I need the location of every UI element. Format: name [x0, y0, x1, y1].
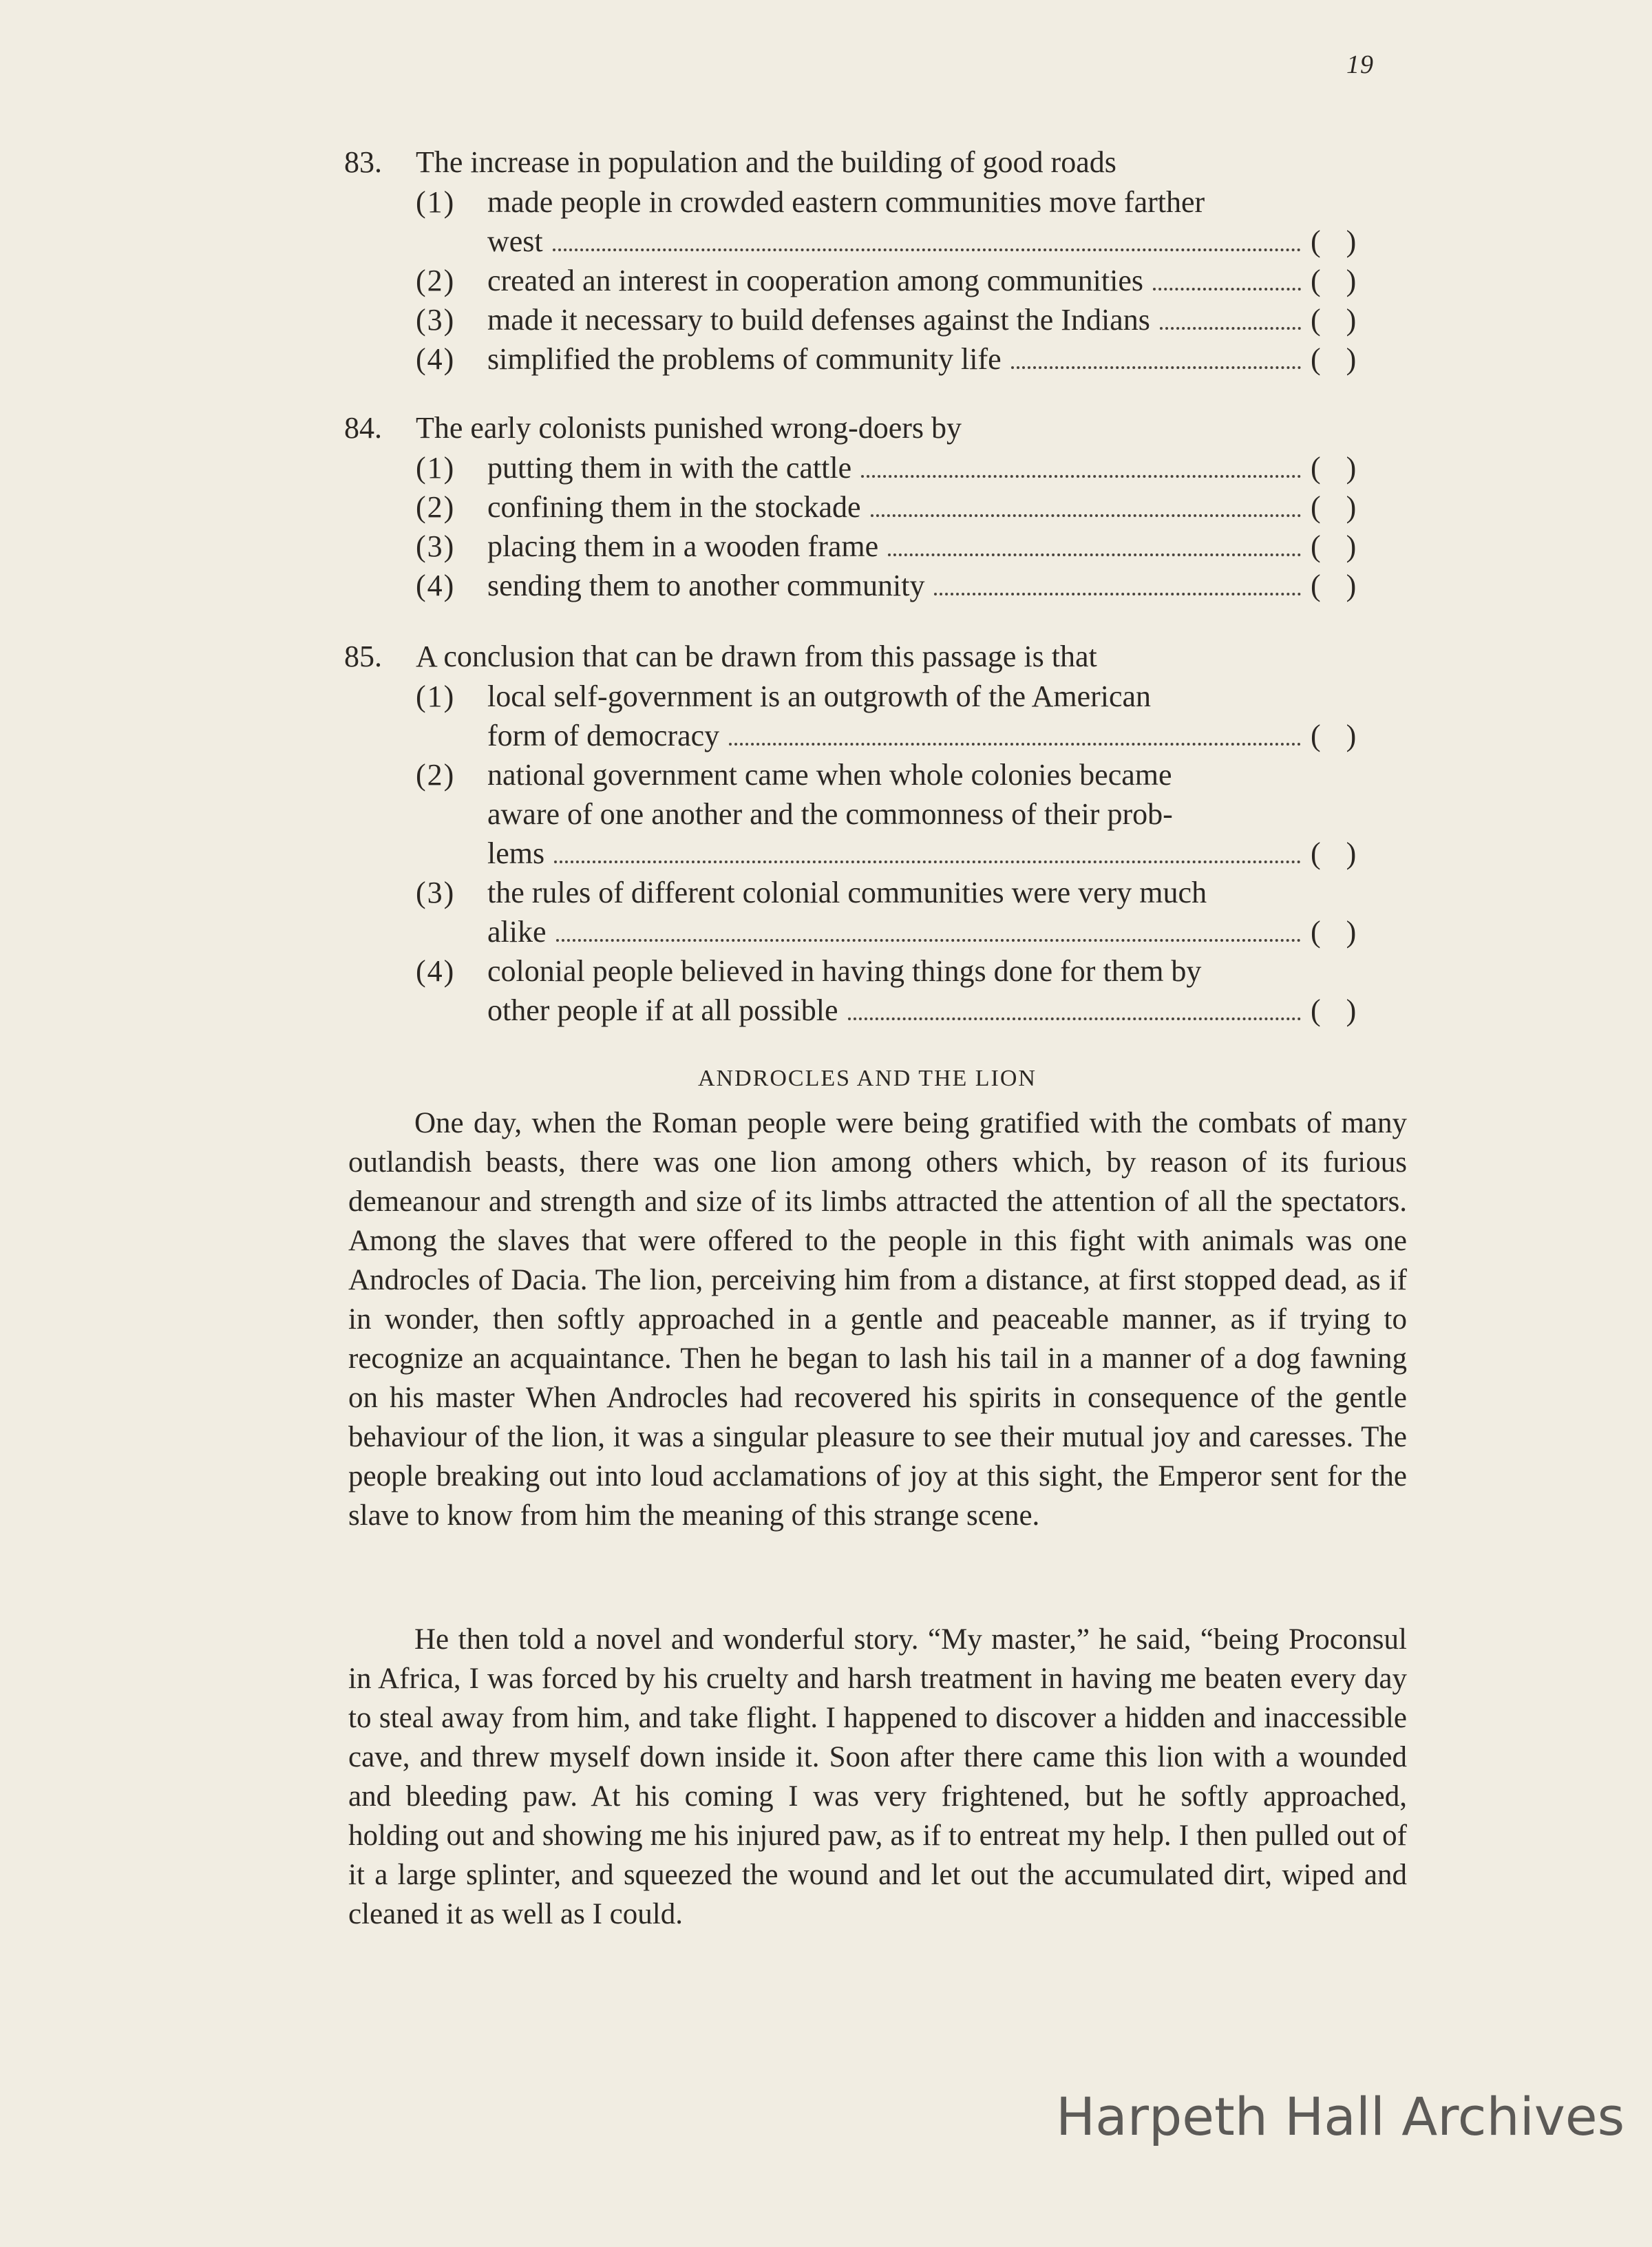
dot-leader	[934, 592, 1301, 595]
option-number: (4)	[416, 342, 456, 376]
dot-leader	[871, 514, 1301, 517]
dot-leader	[888, 553, 1301, 556]
answer-option[interactable]	[344, 184, 1390, 263]
question-number: 85.	[344, 640, 382, 673]
option-number: (3)	[416, 529, 456, 563]
option-text: other people if at all possible	[487, 993, 838, 1027]
option-number: (2)	[416, 490, 456, 524]
option-text: national government came when whole colonies became	[487, 758, 1172, 792]
dot-leader	[1153, 287, 1301, 291]
option-text: made it necessary to build defenses against the Indians	[487, 303, 1150, 337]
answer-option[interactable]	[344, 679, 1390, 757]
option-text: made people in crowded eastern communities move farther	[487, 185, 1205, 219]
page-number: 19	[1346, 50, 1374, 79]
story-title: ANDROCLES AND THE LION	[698, 1066, 1037, 1091]
answer-blank[interactable]: ( )	[1311, 836, 1357, 870]
option-number: (3)	[416, 876, 456, 909]
option-number: (1)	[416, 185, 456, 219]
answer-blank[interactable]: ( )	[1311, 451, 1357, 485]
dot-leader	[1011, 366, 1301, 369]
option-text: simplified the problems of community life	[487, 342, 1002, 376]
answer-option[interactable]	[344, 450, 1390, 489]
option-number: (4)	[416, 569, 456, 602]
option-text: putting them in with the cattle	[487, 451, 852, 485]
question-83	[344, 145, 1390, 381]
dot-leader	[1160, 326, 1301, 330]
question-stem: The increase in population and the building of good roads	[416, 145, 1116, 179]
option-text: created an interest in cooperation among communities	[487, 264, 1144, 297]
answer-option[interactable]	[344, 875, 1390, 953]
answer-option[interactable]	[344, 568, 1390, 607]
option-text: aware of one another and the commonness of their prob-	[487, 797, 1173, 831]
question-stem: The early colonists punished wrong-doers by	[416, 411, 962, 445]
story-paragraph: He then told a novel and wonderful story. “My master,” he said, “being Proconsul in Africa, I was forced by his cruelty and harsh treatment in having me beaten every day to steal away from him, and take flight. I happened to discover a hidden and inaccessible cave, and threw myself down inside it. Soon after there came this lion with a wounded and bleeding paw. At his coming I was very frightened, but he softly approached, holding out and showing me his injured paw, as if to entreat my help. I then pulled out of it a large splinter, and squeezed the wound and let out the accumulated dirt, wiped and cleaned it as well as I could.	[348, 1623, 1407, 1930]
dot-leader	[553, 248, 1301, 251]
option-text: colonial people believed in having things done for them by	[487, 954, 1202, 988]
archive-watermark: Harpeth Hall Archives	[1056, 2086, 1625, 2147]
option-text: confining them in the stockade	[487, 490, 861, 524]
question-85	[344, 639, 1390, 1032]
dot-leader	[848, 1017, 1301, 1020]
answer-option[interactable]	[344, 302, 1390, 341]
dot-leader	[861, 474, 1301, 478]
option-number: (4)	[416, 954, 456, 988]
answer-option[interactable]	[344, 757, 1390, 875]
option-text: local self-government is an outgrowth of the American	[487, 679, 1152, 713]
option-number: (2)	[416, 264, 456, 297]
option-text: alike	[487, 915, 547, 949]
option-text: lems	[487, 836, 545, 870]
answer-blank[interactable]: ( )	[1311, 915, 1357, 949]
option-text: sending them to another community	[487, 569, 925, 602]
question-number: 83.	[344, 145, 382, 179]
dot-leader	[554, 860, 1301, 863]
answer-blank[interactable]: ( )	[1311, 342, 1357, 376]
option-text: the rules of different colonial communities were very much	[487, 876, 1207, 909]
question-stem: A conclusion that can be drawn from this passage is that	[416, 640, 1097, 673]
answer-option[interactable]	[344, 341, 1390, 381]
option-text: form of democracy	[487, 719, 720, 752]
option-number: (1)	[416, 679, 456, 713]
answer-blank[interactable]: ( )	[1311, 224, 1357, 258]
question-number: 84.	[344, 411, 382, 445]
answer-blank[interactable]: ( )	[1311, 569, 1357, 602]
question-84	[344, 410, 1390, 607]
answer-blank[interactable]: ( )	[1311, 490, 1357, 524]
option-number: (1)	[416, 451, 456, 485]
answer-blank[interactable]: ( )	[1311, 264, 1357, 297]
option-number: (3)	[416, 303, 456, 337]
answer-blank[interactable]: ( )	[1311, 303, 1357, 337]
answer-option[interactable]	[344, 263, 1390, 302]
answer-blank[interactable]: ( )	[1311, 993, 1357, 1027]
option-text: placing them in a wooden frame	[487, 529, 879, 563]
answer-option[interactable]	[344, 529, 1390, 568]
answer-blank[interactable]: ( )	[1311, 529, 1357, 563]
answer-option[interactable]	[344, 953, 1390, 1032]
story-paragraph: One day, when the Roman people were being gratified with the combats of many outlandish beasts, there was one lion among others which, by reason of its furious demeanour and strength and size of its limbs attracted the attention of all the spectators. Among the slaves that were offered to the people in this fight with animals was one Androcles of Dacia. The lion, perceiving him from a distance, at first stopped dead, as if in wonder, then softly approached in a gentle and peaceable manner, as if trying to recognize an acquaintance. Then he began to lash his tail in a manner of a dog fawning on his master When Androcles had recovered his spirits in consequence of the gentle behaviour of the lion, it was a singular pleasure to see their mutual joy and caresses. The people breaking out into loud acclamations of joy at this sight, the Emperor sent for the slave to know from him the meaning of this strange scene.	[348, 1107, 1407, 1532]
option-number: (2)	[416, 758, 456, 792]
dot-leader	[729, 742, 1301, 746]
answer-option[interactable]	[344, 489, 1390, 529]
option-text: west	[487, 224, 543, 258]
dot-leader	[556, 938, 1301, 942]
answer-blank[interactable]: ( )	[1311, 719, 1357, 752]
